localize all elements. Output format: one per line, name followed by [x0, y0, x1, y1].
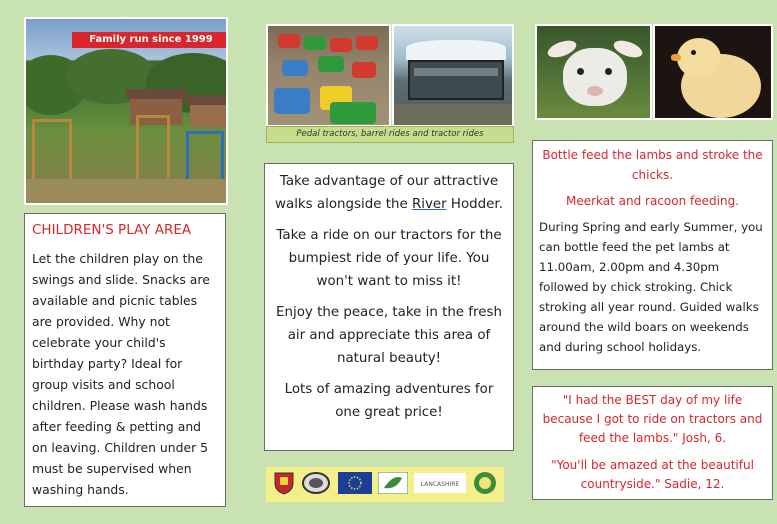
crest-logo-icon: [273, 471, 295, 499]
play-area-box: [24, 213, 226, 507]
chick-photo: [653, 24, 773, 120]
attractions-box: [264, 163, 514, 451]
eu-flag-icon: [338, 472, 372, 498]
leaf-logo-icon: [378, 472, 408, 498]
tractor-rides-caption: Pedal tractors, barrel rides and tractor rides: [266, 126, 514, 143]
lancashire-logo-icon: [414, 473, 466, 497]
lamb-photo: [535, 24, 652, 120]
play-area-text: Let the children play on the swings and slide. Snacks are available and picnic tables are provided. Why not celebrate your child's birthday party? Ideal for group visits and school children. Please wash hands after feeding & petting and on leaving. Children under 5 must be supervised when washing hands.: [32, 251, 210, 497]
testimonial-sadie: "You'll be amazed at the beautiful countryside." Sadie, 12.: [551, 458, 754, 491]
barrel-rides-photo: [392, 24, 514, 127]
feeding-schedule-text: During Spring and early Summer, you can bottle feed the pet lambs at 11.00am, 2.00pm and 4.30pm followed by chick stroking. Chick stroking all year round. Guided walks around the wild boars on weekends and during school holidays.: [539, 220, 763, 354]
bottle-feed-heading: Bottle feed the lambs and stroke the chicks.: [542, 148, 763, 182]
play-area-title: CHILDREN'S PLAY AREA: [32, 222, 192, 238]
lancashire-logo-text: LANCASHIRE: [421, 480, 460, 488]
tractor-ride-text: Take a ride on our tractors for the bumpiest ride of your life. You won't want to miss it!: [276, 228, 502, 289]
great-price-text: Lots of amazing adventures for one great price!: [284, 382, 494, 420]
walks-text-end: Hodder.: [446, 197, 503, 212]
pedal-tractors-photo: [266, 24, 391, 127]
play-area-photo: [24, 17, 228, 205]
family-run-banner: Family run since 1999: [72, 32, 228, 48]
walks-text: [273, 170, 505, 216]
sponsor-logos-strip: [266, 467, 504, 502]
testimonial-josh: "I had the BEST day of my life because I got to ride on tractors and feed the lambs." Josh, 6.: [542, 393, 763, 445]
meerkat-feeding-heading: Meerkat and racoon feeding.: [565, 194, 740, 208]
natural-beauty-text: Enjoy the peace, take in the fresh air and appreciate this area of natural beauty!: [276, 305, 502, 366]
testimonials-box: [532, 386, 773, 500]
walks-text-start: Take advantage of our attractive walks alongside the: [275, 174, 499, 212]
badge-logo-icon: [301, 471, 331, 499]
river-link: River: [411, 197, 447, 212]
round-green-logo-icon: [473, 471, 497, 499]
animal-feeding-box: [532, 140, 773, 370]
